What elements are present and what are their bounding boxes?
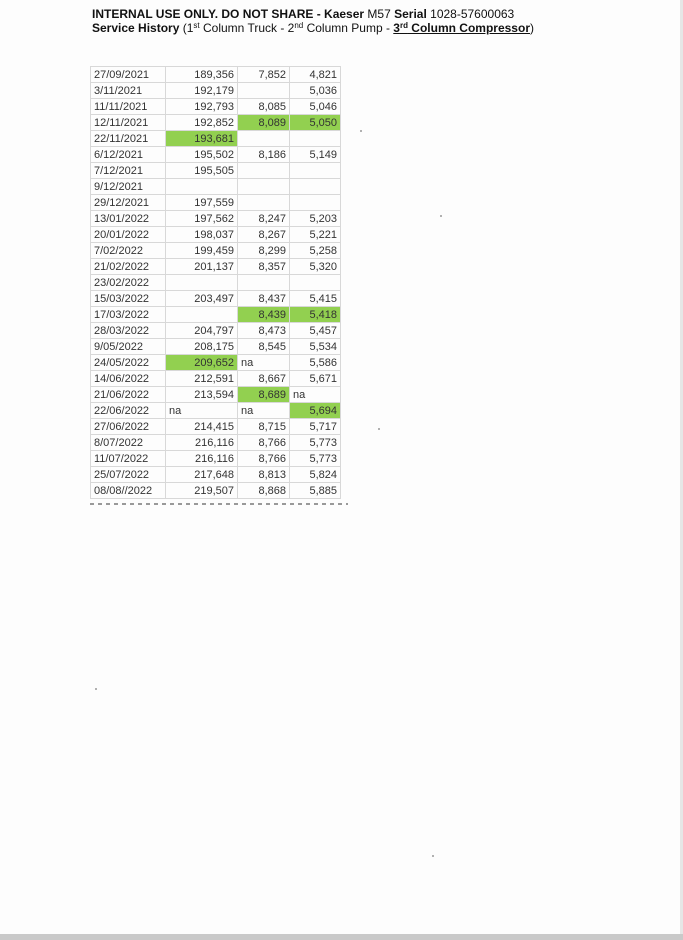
pump-hours-cell: 8,437 xyxy=(238,291,290,307)
date-cell: 24/05/2022 xyxy=(91,355,166,371)
truck-hours-cell: 198,037 xyxy=(166,227,238,243)
pump-hours-cell: 8,689 xyxy=(238,387,290,403)
truck-hours-cell: 195,505 xyxy=(166,163,238,179)
pump-hours-cell: 8,868 xyxy=(238,483,290,499)
pump-hours-cell: 8,545 xyxy=(238,339,290,355)
truck-hours-cell: 214,415 xyxy=(166,419,238,435)
table-row xyxy=(91,243,341,259)
cut-off-row xyxy=(90,502,348,506)
truck-hours-cell: 216,116 xyxy=(166,451,238,467)
date-cell: 9/05/2022 xyxy=(91,339,166,355)
comp-hours-cell: na xyxy=(290,387,341,403)
truck-hours-cell xyxy=(166,307,238,323)
truck-hours-cell: 213,594 xyxy=(166,387,238,403)
truck-hours-cell xyxy=(166,179,238,195)
date-cell: 22/06/2022 xyxy=(91,403,166,419)
scan-speck xyxy=(95,688,97,690)
serial-number: 1028-57600063 xyxy=(430,7,515,21)
comp-hours-cell: 5,694 xyxy=(290,403,341,419)
column-legend: Service History (1st Column Truck - 2nd Column Pump - 3rd Column Compressor) xyxy=(92,21,534,35)
date-cell: 6/12/2021 xyxy=(91,147,166,163)
pump-hours-cell: 7,852 xyxy=(238,67,290,83)
truck-hours-cell: 192,852 xyxy=(166,115,238,131)
comp-hours-cell: 4,821 xyxy=(290,67,341,83)
date-cell: 3/11/2021 xyxy=(91,83,166,99)
table-row xyxy=(91,419,341,435)
date-cell: 29/12/2021 xyxy=(91,195,166,211)
pump-hours-cell: 8,247 xyxy=(238,211,290,227)
scan-speck xyxy=(440,215,442,217)
document-title xyxy=(92,7,514,21)
date-cell: 17/03/2022 xyxy=(91,307,166,323)
truck-hours-cell: 192,179 xyxy=(166,83,238,99)
date-cell: 9/12/2021 xyxy=(91,179,166,195)
date-cell: 13/01/2022 xyxy=(91,211,166,227)
table-row xyxy=(91,115,341,131)
table-row xyxy=(91,147,341,163)
comp-hours-cell: 5,415 xyxy=(290,291,341,307)
pump-hours-cell: 8,299 xyxy=(238,243,290,259)
pump-hours-cell xyxy=(238,275,290,291)
truck-hours-cell: 197,559 xyxy=(166,195,238,211)
table-row xyxy=(91,307,341,323)
date-cell: 23/02/2022 xyxy=(91,275,166,291)
comp-hours-cell: 5,773 xyxy=(290,435,341,451)
table-row xyxy=(91,467,341,483)
truck-hours-cell: 195,502 xyxy=(166,147,238,163)
truck-hours-cell: 208,175 xyxy=(166,339,238,355)
truck-hours-cell: 189,356 xyxy=(166,67,238,83)
comp-hours-cell: 5,671 xyxy=(290,371,341,387)
table-row xyxy=(91,371,341,387)
comp-hours-cell: 5,258 xyxy=(290,243,341,259)
comp-hours-cell: 5,050 xyxy=(290,115,341,131)
table-row xyxy=(91,259,341,275)
comp-hours-cell: 5,320 xyxy=(290,259,341,275)
table-row xyxy=(91,211,341,227)
comp-hours-cell xyxy=(290,275,341,291)
comp-hours-cell: 5,457 xyxy=(290,323,341,339)
pump-hours-cell: 8,766 xyxy=(238,435,290,451)
comp-hours-cell xyxy=(290,131,341,147)
truck-hours-cell xyxy=(166,275,238,291)
comp-hours-cell: 5,203 xyxy=(290,211,341,227)
truck-hours-cell: 209,652 xyxy=(166,355,238,371)
table-row xyxy=(91,403,341,419)
scan-edge xyxy=(0,934,683,940)
pump-hours-cell: 8,357 xyxy=(238,259,290,275)
comp-hours-cell: 5,046 xyxy=(290,99,341,115)
pump-hours-cell: 8,715 xyxy=(238,419,290,435)
date-cell: 08/08//2022 xyxy=(91,483,166,499)
table-row xyxy=(91,355,341,371)
pump-hours-cell xyxy=(238,83,290,99)
pump-hours-cell: 8,267 xyxy=(238,227,290,243)
scan-speck xyxy=(360,130,362,132)
comp-hours-cell: 5,824 xyxy=(290,467,341,483)
truck-hours-cell: 216,116 xyxy=(166,435,238,451)
comp-hours-cell: 5,773 xyxy=(290,451,341,467)
pump-hours-cell: 8,186 xyxy=(238,147,290,163)
table-row xyxy=(91,99,341,115)
pump-hours-cell xyxy=(238,131,290,147)
table-row xyxy=(91,483,341,499)
date-cell: 14/06/2022 xyxy=(91,371,166,387)
truck-hours-cell: 197,562 xyxy=(166,211,238,227)
table-row xyxy=(91,451,341,467)
table-row xyxy=(91,323,341,339)
truck-hours-cell: 212,591 xyxy=(166,371,238,387)
comp-hours-cell: 5,036 xyxy=(290,83,341,99)
truck-hours-cell: 199,459 xyxy=(166,243,238,259)
model: M57 xyxy=(367,7,391,21)
service-history-label: Service History xyxy=(92,21,180,35)
service-history-table xyxy=(90,66,341,499)
pump-hours-cell: 8,766 xyxy=(238,451,290,467)
date-cell: 27/09/2021 xyxy=(91,67,166,83)
pump-hours-cell xyxy=(238,179,290,195)
date-cell: 21/02/2022 xyxy=(91,259,166,275)
table-row xyxy=(91,339,341,355)
pump-hours-cell: na xyxy=(238,403,290,419)
table-row xyxy=(91,67,341,83)
table-row xyxy=(91,163,341,179)
truck-hours-cell: 204,797 xyxy=(166,323,238,339)
date-cell: 15/03/2022 xyxy=(91,291,166,307)
comp-hours-cell: 5,717 xyxy=(290,419,341,435)
date-cell: 22/11/2021 xyxy=(91,131,166,147)
truck-hours-cell: 192,793 xyxy=(166,99,238,115)
date-cell: 7/02/2022 xyxy=(91,243,166,259)
pump-hours-cell: 8,089 xyxy=(238,115,290,131)
pump-hours-cell: na xyxy=(238,355,290,371)
truck-hours-cell: 217,648 xyxy=(166,467,238,483)
pump-hours-cell: 8,667 xyxy=(238,371,290,387)
truck-hours-cell: 203,497 xyxy=(166,291,238,307)
comp-hours-cell xyxy=(290,195,341,211)
comp-hours-cell: 5,418 xyxy=(290,307,341,323)
comp-hours-cell xyxy=(290,163,341,179)
truck-hours-cell: 219,507 xyxy=(166,483,238,499)
scan-speck xyxy=(432,855,434,857)
date-cell: 28/03/2022 xyxy=(91,323,166,339)
comp-hours-cell: 5,149 xyxy=(290,147,341,163)
truck-hours-cell: 201,137 xyxy=(166,259,238,275)
comp-hours-cell: 5,885 xyxy=(290,483,341,499)
table-row xyxy=(91,179,341,195)
pump-hours-cell xyxy=(238,163,290,179)
table-row xyxy=(91,291,341,307)
date-cell: 20/01/2022 xyxy=(91,227,166,243)
pump-hours-cell: 8,813 xyxy=(238,467,290,483)
comp-hours-cell xyxy=(290,179,341,195)
table-row xyxy=(91,131,341,147)
comp-hours-cell: 5,221 xyxy=(290,227,341,243)
table-row xyxy=(91,83,341,99)
date-cell: 7/12/2021 xyxy=(91,163,166,179)
truck-hours-cell: 193,681 xyxy=(166,131,238,147)
table-row xyxy=(91,227,341,243)
comp-hours-cell: 5,586 xyxy=(290,355,341,371)
table-row xyxy=(91,195,341,211)
date-cell: 27/06/2022 xyxy=(91,419,166,435)
date-cell: 25/07/2022 xyxy=(91,467,166,483)
scan-speck xyxy=(378,428,380,430)
pump-hours-cell: 8,473 xyxy=(238,323,290,339)
service-history-rows xyxy=(91,67,341,499)
table-row xyxy=(91,387,341,403)
table-row xyxy=(91,435,341,451)
serial-label: Serial xyxy=(394,7,427,21)
confidential-notice: INTERNAL USE ONLY. DO NOT SHARE - Kaeser xyxy=(92,7,365,21)
table-row xyxy=(91,275,341,291)
pump-hours-cell xyxy=(238,195,290,211)
pump-hours-cell: 8,439 xyxy=(238,307,290,323)
date-cell: 8/07/2022 xyxy=(91,435,166,451)
comp-hours-cell: 5,534 xyxy=(290,339,341,355)
pump-hours-cell: 8,085 xyxy=(238,99,290,115)
date-cell: 11/11/2021 xyxy=(91,99,166,115)
date-cell: 12/11/2021 xyxy=(91,115,166,131)
date-cell: 11/07/2022 xyxy=(91,451,166,467)
date-cell: 21/06/2022 xyxy=(91,387,166,403)
truck-hours-cell: na xyxy=(166,403,238,419)
